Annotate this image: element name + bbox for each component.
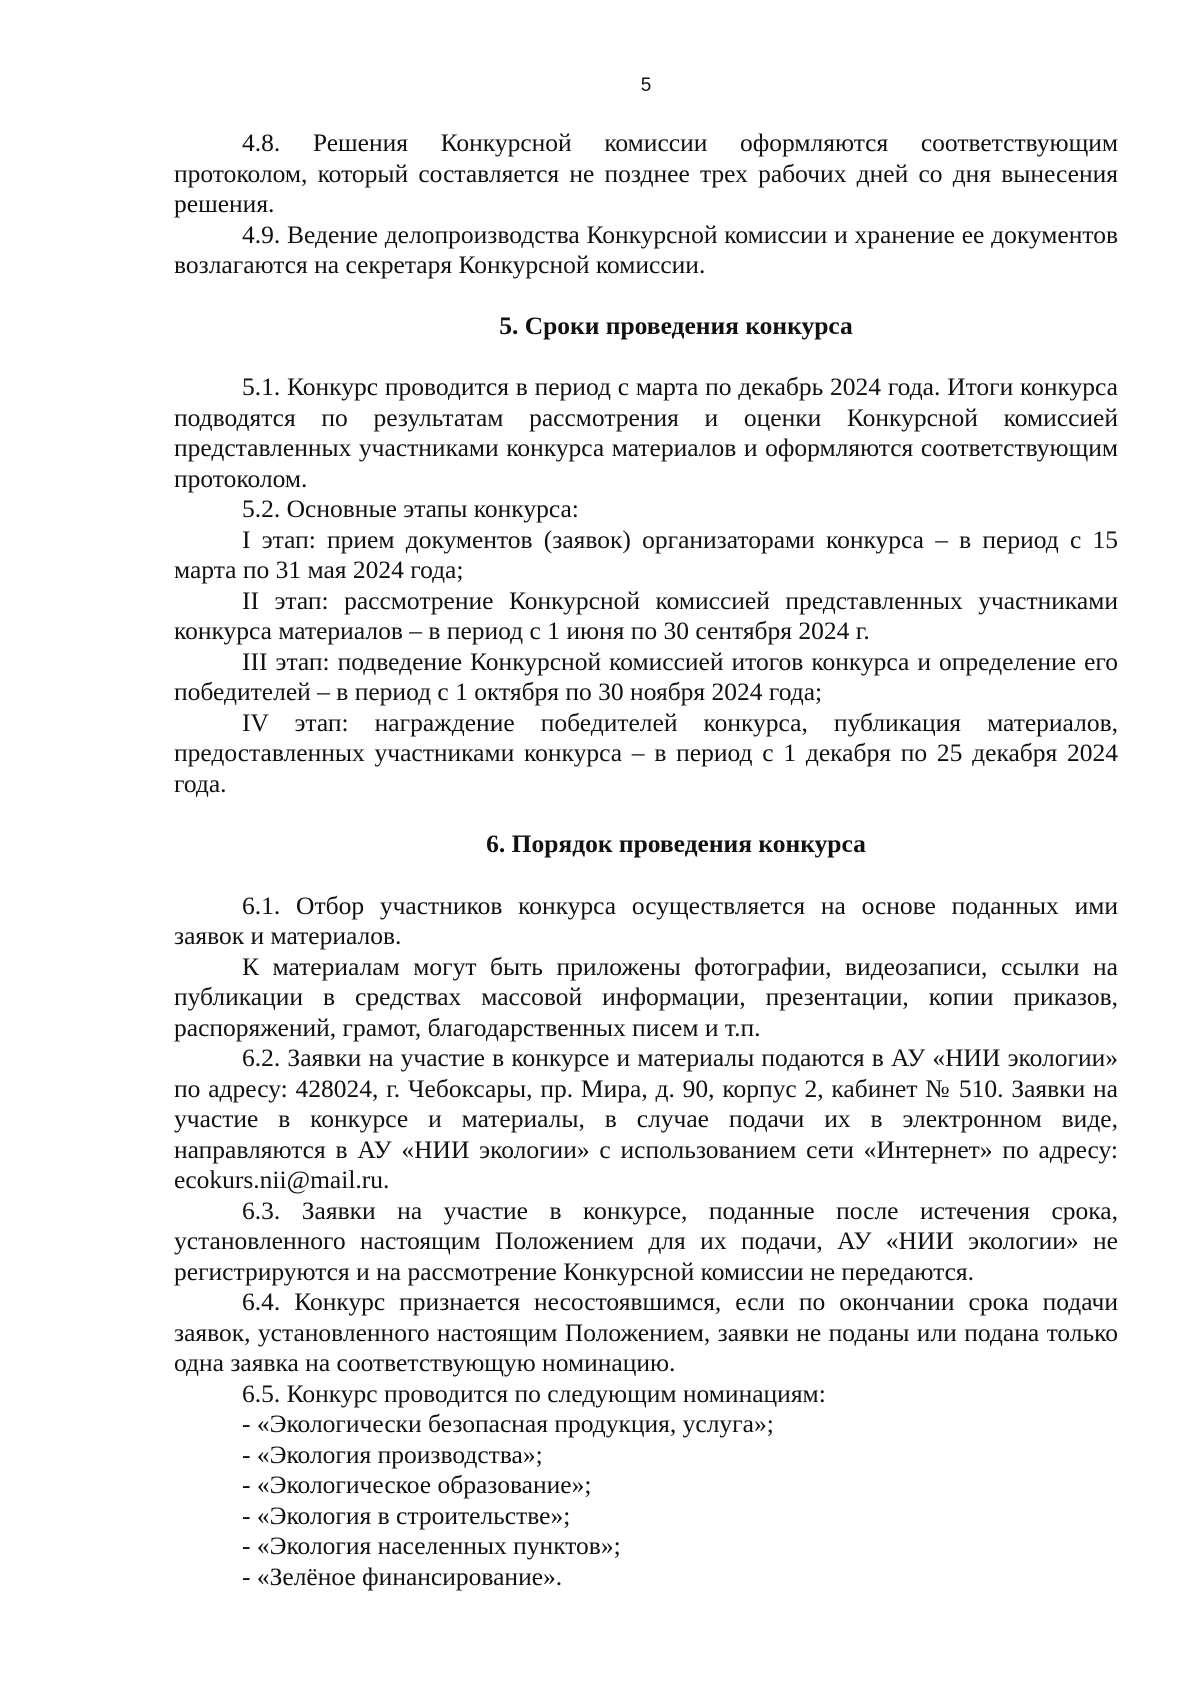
stage-2: II этап: рассмотрение Конкурсной комиссией представленных участниками конкурса материалов – в период с 1 июня по 30 сентября 2024 г. (174, 585, 1118, 645)
stage-1: I этап: прием документов (заявок) организаторами конкурса – в период с 15 марта по 31 мая 2024 года; (174, 524, 1118, 584)
paragraph-5-2: 5.2. Основные этапы конкурса: (242, 494, 579, 523)
paragraph-6-4: 6.4. Конкурс признается несостоявшимся, если по окончании срока подачи заявок, установленного настоящим Положением, заявки не поданы или подана только одна заявка на соответствующую номинацию. (174, 1287, 1118, 1377)
document-body (174, 128, 1118, 1592)
nomination-item: - «Зелёное финансирование». (242, 1561, 563, 1591)
nomination-item: - «Экологическое образование»; (242, 1470, 592, 1499)
page-number: 5 (640, 75, 652, 96)
paragraph-5-1: 5.1. Конкурс проводится в период с марта по декабрь 2024 года. Итоги конкурса подводятся по результатам рассмотрения и оценки Конкурсной комиссией представленных участниками конкурса материалов и оформляются соответствующим протоколом. (174, 372, 1118, 493)
paragraph-materials: К материалам могут быть приложены фотографии, видеозаписи, ссылки на публикации в средствах массовой информации, презентации, копии приказов, распоряжений, грамот, благодарственных писем и т.п. (174, 951, 1118, 1042)
stage-3: III этап: подведение Конкурсной комиссией итогов конкурса и определение его победителей – в период с 1 октября по 30 ноября 2024 года; (174, 646, 1118, 706)
section-6-heading: 6. Порядок проведения конкурса (486, 829, 866, 858)
nomination-item: - «Экология в строительстве»; (242, 1500, 571, 1530)
paragraph-4-9: 4.9. Ведение делопроизводства Конкурсной комиссии и хранение ее документов возлагаются на секретаря Конкурсной комиссии. (174, 219, 1118, 279)
nomination-item: - «Экология населенных пунктов»; (242, 1531, 621, 1560)
nomination-item: - «Экологически безопасная продукция, услуга»; (242, 1409, 774, 1438)
nomination-item: - «Экология производства»; (242, 1439, 543, 1469)
paragraph-4-8: 4.8. Решения Конкурсной комиссии оформляются соответствующим протоколом, который составляется не позднее трех рабочих дней со дня вынесения решения. (174, 128, 1118, 218)
stage-4: IV этап: награждение победителей конкурса, публикация материалов, предоставленных участниками конкурса – в период с 1 декабря по 25 декабря 2024 года. (174, 707, 1118, 798)
section-5-heading: 5. Сроки проведения конкурса (499, 310, 853, 340)
paragraph-6-1: 6.1. Отбор участников конкурса осуществляется на основе поданных ими заявок и материалов. (174, 890, 1118, 950)
paragraph-6-2: 6.2. Заявки на участие в конкурсе и материалы подаются в АУ «НИИ экологии» по адресу: 428024, г. Чебоксары, пр. Мира, д. 90, корпус 2, кабинет № 510. Заявки на участие в конкурсе и материалы, в случае подачи их в электронном виде, направляются в АУ «НИИ экологии» с использованием сети «Интернет» по адресу: ecokurs.nii@mail.ru. (174, 1043, 1118, 1194)
paragraph-6-5: 6.5. Конкурс проводится по следующим номинациям: (242, 1378, 826, 1408)
paragraph-6-3: 6.3. Заявки на участие в конкурсе, поданные после истечения срока, установленного настоящим Положением для их подачи, АУ «НИИ экологии» не регистрируются и на рассмотрение Конкурсной комиссии не передаются. (174, 1195, 1118, 1286)
